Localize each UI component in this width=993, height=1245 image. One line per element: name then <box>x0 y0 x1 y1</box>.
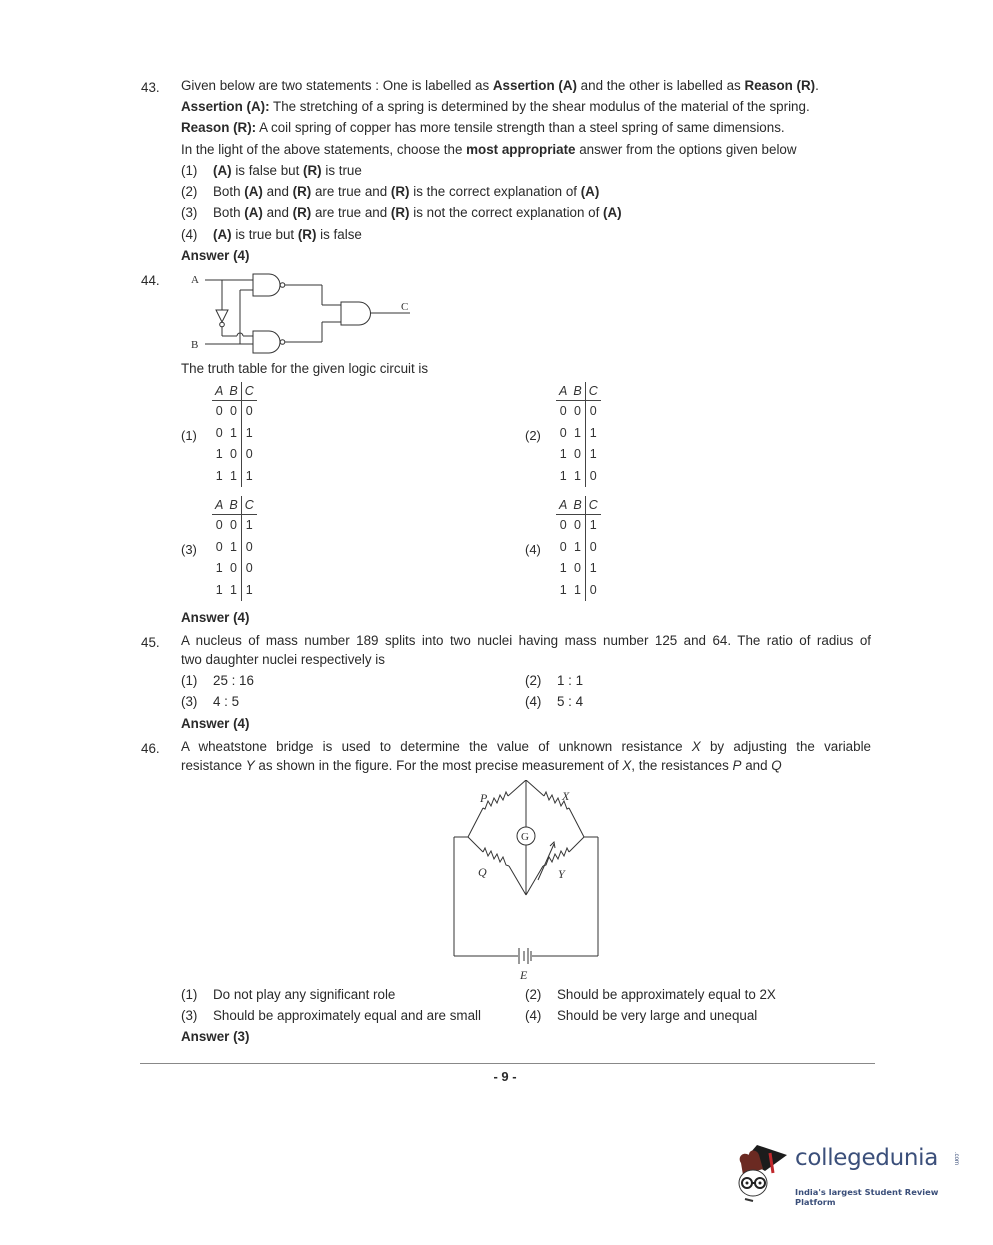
resistor-y <box>543 848 569 866</box>
table-row: 0 1 0 <box>212 537 257 559</box>
assertion-statement: Assertion (A): The stretching of a spring is determined by the shear modulus of the material of the spring. <box>181 99 810 114</box>
brand-tagline: India's largest Student Review Platform <box>795 1187 939 1207</box>
question-intro: Given below are two statements : One is labelled as Assertion (A) and the other is labelled as Reason (R). <box>181 78 819 93</box>
question-text-line-2: two daughter nuclei respectively is <box>181 652 385 667</box>
option-1: (1) (A) is false but (R) is true <box>181 163 362 178</box>
question-number: 45. <box>141 635 160 650</box>
option-1: (1) 25 : 16 <box>181 673 254 688</box>
brand-suffix: .com <box>953 1152 959 1166</box>
answer: Answer (3) <box>181 1029 250 1044</box>
question-number: 44. <box>141 273 160 288</box>
option-4: (4) Should be very large and unequal <box>525 1008 758 1023</box>
question-text-line-2: resistance Y as shown in the figure. For the most precise measurement of X, the resistances P and Q <box>181 758 782 773</box>
label-e: E <box>520 968 528 982</box>
question-number: 43. <box>141 80 160 95</box>
table-row: 1 0 1 <box>556 444 601 466</box>
and-gate <box>341 302 371 325</box>
table-row: 1 1 1 <box>212 466 257 488</box>
not-gate <box>216 310 228 322</box>
brand-name: collegedunia <box>795 1145 939 1171</box>
question-text-line-1: A wheatstone bridge is used to determine the value of unknown resistance X by adjusting the variable <box>181 739 871 754</box>
table-row: 1 0 0 <box>212 558 257 580</box>
wheatstone-bridge-diagram <box>440 780 615 985</box>
table-row: 0 1 1 <box>212 423 257 445</box>
option-2: (2) Should be approximately equal to 2X <box>525 987 776 1002</box>
footer-divider <box>140 1063 875 1064</box>
option-3: (3) Both (A) and (R) are true and (R) is not the correct explanation of (A) <box>181 205 622 220</box>
answer: Answer (4) <box>181 716 250 731</box>
label-x: X <box>562 789 570 803</box>
option-3: (3) Should be approximately equal and are small <box>181 1008 481 1023</box>
question-prompt: The truth table for the given logic circuit is <box>181 361 429 376</box>
option-1: (1) Do not play any significant role <box>181 987 396 1002</box>
table-row: 0 1 0 <box>556 537 601 559</box>
option-4: (4) (A) is true but (R) is false <box>181 227 362 242</box>
question-number: 46. <box>141 741 160 756</box>
logic-circuit-diagram <box>185 268 425 358</box>
table-row: 1 0 0 <box>212 444 257 466</box>
truth-table-4: A B C 0 0 1 0 1 0 1 0 1 1 1 0 <box>556 496 601 601</box>
table-row: 0 0 0 <box>212 401 257 423</box>
input-label-a: A <box>191 274 199 286</box>
resistor-q <box>483 848 509 866</box>
label-g: G <box>521 831 529 843</box>
collegedunia-logo <box>735 1135 970 1210</box>
option-2-label: (2) <box>525 428 541 443</box>
question-prompt: In the light of the above statements, choose the most appropriate answer from the options given below <box>181 142 797 157</box>
option-2: (2) 1 : 1 <box>525 673 584 688</box>
option-3: (3) 4 : 5 <box>181 694 240 709</box>
option-4: (4) 5 : 4 <box>525 694 584 709</box>
table-row: 1 1 0 <box>556 466 601 488</box>
table-row: 0 0 1 <box>212 515 257 537</box>
table-row: 1 1 1 <box>212 580 257 602</box>
table-row: 0 0 1 <box>556 515 601 537</box>
input-label-b: B <box>191 339 199 351</box>
mascot-icon <box>735 1135 795 1210</box>
table-row: 0 0 0 <box>556 401 601 423</box>
output-label-c: C <box>401 301 409 313</box>
answer: Answer (4) <box>181 248 250 263</box>
page-number: - 9 - <box>493 1069 517 1084</box>
truth-table-1: A B C 0 0 0 0 1 1 1 0 0 1 1 1 <box>212 382 257 487</box>
option-3-label: (3) <box>181 542 197 557</box>
reason-statement: Reason (R): A coil spring of copper has more tensile strength than a steel spring of same dimensions. <box>181 120 785 135</box>
nand-gate-bottom <box>253 331 280 353</box>
option-4-label: (4) <box>525 542 541 557</box>
label-q: Q <box>478 865 487 879</box>
answer: Answer (4) <box>181 610 250 625</box>
truth-table-2: A B C 0 0 0 0 1 1 1 0 1 1 1 0 <box>556 382 601 487</box>
option-2: (2) Both (A) and (R) are true and (R) is the correct explanation of (A) <box>181 184 600 199</box>
table-row: 0 1 1 <box>556 423 601 445</box>
option-1-label: (1) <box>181 428 197 443</box>
nand-gate-top <box>253 274 280 296</box>
table-row: 1 1 0 <box>556 580 601 602</box>
label-y: Y <box>558 867 565 881</box>
label-p: P <box>480 791 488 805</box>
question-text-line-1: A nucleus of mass number 189 splits into two nuclei having mass number 125 and 64. The ratio of radius of <box>181 633 871 648</box>
table-row: 1 0 1 <box>556 558 601 580</box>
truth-table-3: A B C 0 0 1 0 1 0 1 0 0 1 1 1 <box>212 496 257 601</box>
